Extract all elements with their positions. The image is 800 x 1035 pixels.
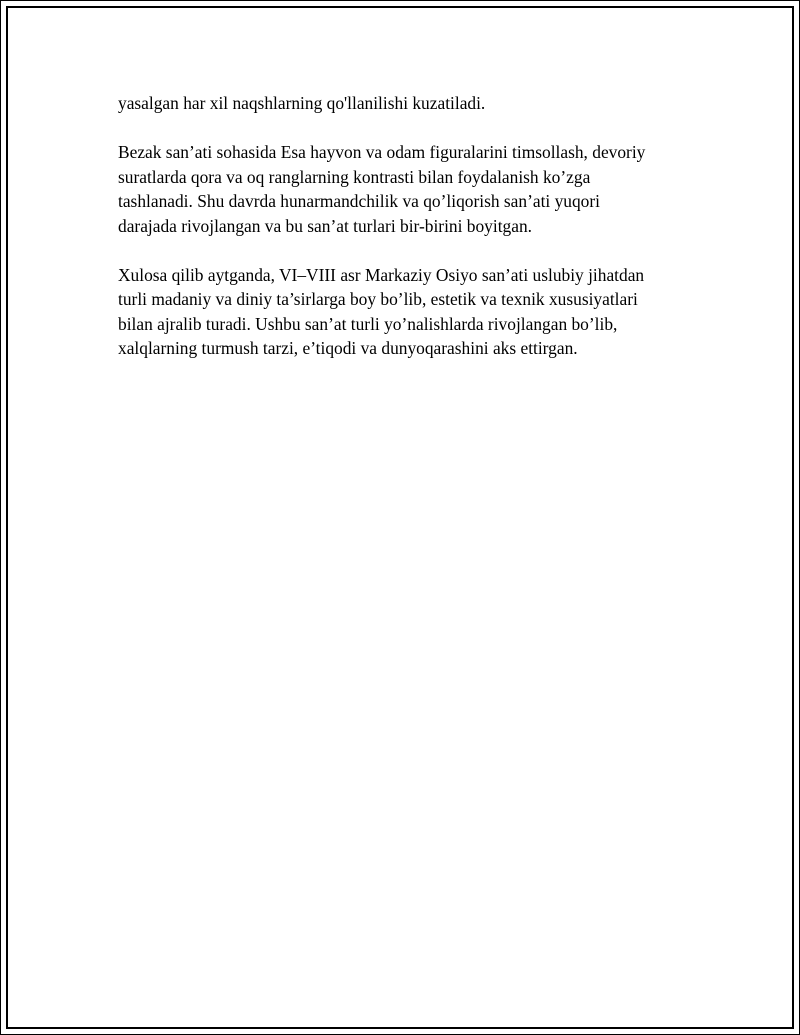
paragraph-1: yasalgan har xil naqshlarning qo'llanilishi kuzatiladi. [118, 93, 486, 113]
paragraph-2: Bezak san’ati sohasida Esa hayvon va odam figuralarini timsollash, devoriy suratlarda qora va oq ranglarning kontrasti bilan foydalanish ko’zga tashlanadi. Shu davrda hunarmandchilik va qo’liqorish san’ati yuqori darajada rivojlangan va bu san’at turlari bir-birini boyitgan. [118, 142, 646, 236]
paragraph-3: Xulosa qilib aytganda, VI–VIII asr Markaziy Osiyo san’ati uslubiy jihatdan turli madaniy va diniy ta’sirlarga boy bo’lib, estetik va texnik xususiyatlari bilan ajralib turadi. Ushbu san’at turli yo’nalishlarda rivojlangan bo’lib, xalqlarning turmush tarzi, e’tiqodi va dunyoqarashini aks ettirgan. [118, 264, 645, 358]
document-body [118, 91, 698, 385]
